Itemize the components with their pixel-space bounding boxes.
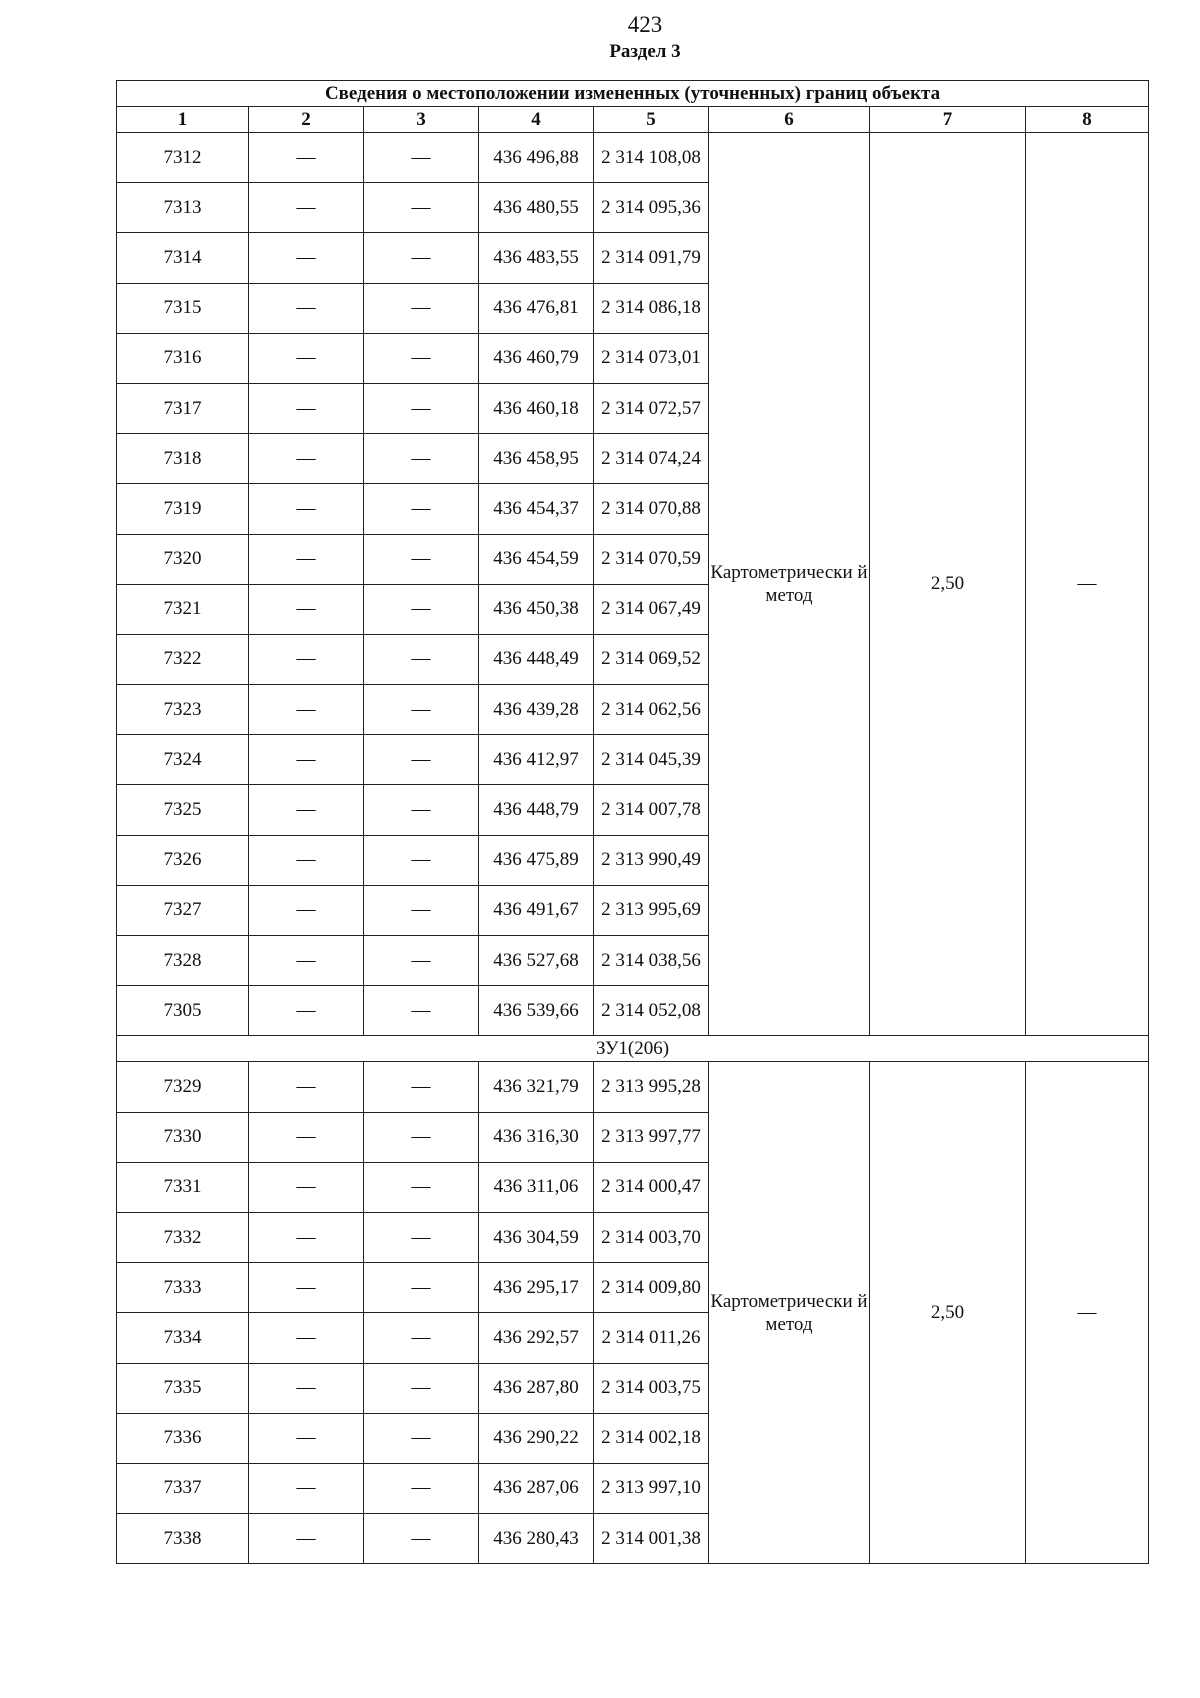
col2-cell: —	[249, 1413, 364, 1463]
col2-cell: —	[249, 383, 364, 433]
y-coordinate-cell: 2 313 997,77	[594, 1112, 709, 1162]
point-number-cell: 7328	[117, 936, 249, 986]
y-coordinate-cell: 2 314 073,01	[594, 333, 709, 383]
col3-cell: —	[364, 434, 479, 484]
method-cell: Картометрически й метод	[709, 133, 870, 1036]
y-coordinate-cell: 2 314 052,08	[594, 986, 709, 1036]
col3-cell: —	[364, 735, 479, 785]
method-cell: Картометрически й метод	[709, 1062, 870, 1564]
point-number-cell: 7334	[117, 1313, 249, 1363]
col2-cell: —	[249, 434, 364, 484]
x-coordinate-cell: 436 280,43	[479, 1514, 594, 1564]
col2-cell: —	[249, 1112, 364, 1162]
y-coordinate-cell: 2 314 002,18	[594, 1413, 709, 1463]
x-coordinate-cell: 436 527,68	[479, 936, 594, 986]
x-coordinate-cell: 436 321,79	[479, 1062, 594, 1112]
x-coordinate-cell: 436 475,89	[479, 835, 594, 885]
point-number-cell: 7323	[117, 685, 249, 735]
y-coordinate-cell: 2 313 990,49	[594, 835, 709, 885]
accuracy-cell: 2,50	[870, 1062, 1026, 1564]
y-coordinate-cell: 2 313 995,28	[594, 1062, 709, 1112]
col2-cell: —	[249, 1463, 364, 1513]
table-row	[117, 133, 1149, 183]
y-coordinate-cell: 2 314 003,70	[594, 1212, 709, 1262]
col2-cell: —	[249, 1212, 364, 1262]
boundary-table	[116, 80, 1149, 1564]
point-number-cell: 7313	[117, 183, 249, 233]
point-number-cell: 7312	[117, 133, 249, 183]
x-coordinate-cell: 436 476,81	[479, 283, 594, 333]
y-coordinate-cell: 2 314 086,18	[594, 283, 709, 333]
x-coordinate-cell: 436 454,59	[479, 534, 594, 584]
y-coordinate-cell: 2 314 069,52	[594, 634, 709, 684]
column-number: 7	[870, 107, 1026, 133]
col2-cell: —	[249, 1162, 364, 1212]
group-label: ЗУ1(206)	[117, 1036, 1149, 1062]
col2-cell: —	[249, 1313, 364, 1363]
col3-cell: —	[364, 885, 479, 935]
point-number-cell: 7315	[117, 283, 249, 333]
section-title: Раздел 3	[609, 41, 681, 62]
y-coordinate-cell: 2 314 095,36	[594, 183, 709, 233]
group-label-row	[117, 1036, 1149, 1062]
col3-cell: —	[364, 835, 479, 885]
accuracy-cell: 2,50	[870, 133, 1026, 1036]
point-number-cell: 7337	[117, 1463, 249, 1513]
point-number-cell: 7326	[117, 835, 249, 885]
column-number: 1	[117, 107, 249, 133]
col2-cell: —	[249, 484, 364, 534]
col2-cell: —	[249, 183, 364, 233]
x-coordinate-cell: 436 295,17	[479, 1263, 594, 1313]
col2-cell: —	[249, 584, 364, 634]
point-number-cell: 7314	[117, 233, 249, 283]
y-coordinate-cell: 2 314 000,47	[594, 1162, 709, 1212]
col3-cell: —	[364, 534, 479, 584]
point-number-cell: 7324	[117, 735, 249, 785]
y-coordinate-cell: 2 314 070,59	[594, 534, 709, 584]
column-number: 5	[594, 107, 709, 133]
col2-cell: —	[249, 283, 364, 333]
point-number-cell: 7331	[117, 1162, 249, 1212]
col3-cell: —	[364, 233, 479, 283]
x-coordinate-cell: 436 448,79	[479, 785, 594, 835]
col2-cell: —	[249, 1263, 364, 1313]
col3-cell: —	[364, 634, 479, 684]
y-coordinate-cell: 2 314 009,80	[594, 1263, 709, 1313]
x-coordinate-cell: 436 287,06	[479, 1463, 594, 1513]
col3-cell: —	[364, 1212, 479, 1262]
col8-cell: —	[1026, 133, 1149, 1036]
col3-cell: —	[364, 1062, 479, 1112]
x-coordinate-cell: 436 290,22	[479, 1413, 594, 1463]
col3-cell: —	[364, 484, 479, 534]
y-coordinate-cell: 2 314 091,79	[594, 233, 709, 283]
point-number-cell: 7322	[117, 634, 249, 684]
col2-cell: —	[249, 785, 364, 835]
column-number: 2	[249, 107, 364, 133]
y-coordinate-cell: 2 313 995,69	[594, 885, 709, 935]
col2-cell: —	[249, 1514, 364, 1564]
col3-cell: —	[364, 1413, 479, 1463]
col3-cell: —	[364, 1463, 479, 1513]
x-coordinate-cell: 436 483,55	[479, 233, 594, 283]
x-coordinate-cell: 436 448,49	[479, 634, 594, 684]
column-number: 6	[709, 107, 870, 133]
x-coordinate-cell: 436 454,37	[479, 484, 594, 534]
col3-cell: —	[364, 1162, 479, 1212]
y-coordinate-cell: 2 314 108,08	[594, 133, 709, 183]
table-row	[117, 1062, 1149, 1112]
y-coordinate-cell: 2 314 067,49	[594, 584, 709, 634]
point-number-cell: 7318	[117, 434, 249, 484]
col2-cell: —	[249, 885, 364, 935]
col2-cell: —	[249, 685, 364, 735]
x-coordinate-cell: 436 496,88	[479, 133, 594, 183]
x-coordinate-cell: 436 316,30	[479, 1112, 594, 1162]
col3-cell: —	[364, 133, 479, 183]
col3-cell: —	[364, 1112, 479, 1162]
col3-cell: —	[364, 333, 479, 383]
col3-cell: —	[364, 986, 479, 1036]
x-coordinate-cell: 436 480,55	[479, 183, 594, 233]
point-number-cell: 7305	[117, 986, 249, 1036]
col2-cell: —	[249, 233, 364, 283]
point-number-cell: 7330	[117, 1112, 249, 1162]
y-coordinate-cell: 2 314 001,38	[594, 1514, 709, 1564]
y-coordinate-cell: 2 314 070,88	[594, 484, 709, 534]
y-coordinate-cell: 2 314 074,24	[594, 434, 709, 484]
col3-cell: —	[364, 1263, 479, 1313]
x-coordinate-cell: 436 539,66	[479, 986, 594, 1036]
x-coordinate-cell: 436 412,97	[479, 735, 594, 785]
point-number-cell: 7338	[117, 1514, 249, 1564]
y-coordinate-cell: 2 314 072,57	[594, 383, 709, 433]
col3-cell: —	[364, 1514, 479, 1564]
point-number-cell: 7332	[117, 1212, 249, 1262]
col3-cell: —	[364, 383, 479, 433]
col2-cell: —	[249, 735, 364, 785]
point-number-cell: 7321	[117, 584, 249, 634]
col2-cell: —	[249, 835, 364, 885]
point-number-cell: 7320	[117, 534, 249, 584]
y-coordinate-cell: 2 313 997,10	[594, 1463, 709, 1513]
col2-cell: —	[249, 1363, 364, 1413]
table-body	[117, 133, 1149, 1564]
col3-cell: —	[364, 1313, 479, 1363]
x-coordinate-cell: 436 460,79	[479, 333, 594, 383]
point-number-cell: 7336	[117, 1413, 249, 1463]
x-coordinate-cell: 436 458,95	[479, 434, 594, 484]
x-coordinate-cell: 436 439,28	[479, 685, 594, 735]
x-coordinate-cell: 436 460,18	[479, 383, 594, 433]
y-coordinate-cell: 2 314 062,56	[594, 685, 709, 735]
col2-cell: —	[249, 333, 364, 383]
point-number-cell: 7329	[117, 1062, 249, 1112]
page-number: 423	[627, 12, 663, 37]
point-number-cell: 7325	[117, 785, 249, 835]
table-caption: Сведения о местоположении измененных (уточненных) границ объекта	[117, 81, 1149, 107]
col2-cell: —	[249, 986, 364, 1036]
col3-cell: —	[364, 584, 479, 634]
col2-cell: —	[249, 936, 364, 986]
col3-cell: —	[364, 685, 479, 735]
y-coordinate-cell: 2 314 003,75	[594, 1363, 709, 1413]
x-coordinate-cell: 436 450,38	[479, 584, 594, 634]
y-coordinate-cell: 2 314 045,39	[594, 735, 709, 785]
col2-cell: —	[249, 133, 364, 183]
col8-cell: —	[1026, 1062, 1149, 1564]
column-number: 8	[1026, 107, 1149, 133]
point-number-cell: 7327	[117, 885, 249, 935]
y-coordinate-cell: 2 314 038,56	[594, 936, 709, 986]
x-coordinate-cell: 436 304,59	[479, 1212, 594, 1262]
point-number-cell: 7316	[117, 333, 249, 383]
x-coordinate-cell: 436 491,67	[479, 885, 594, 935]
column-number: 3	[364, 107, 479, 133]
col3-cell: —	[364, 183, 479, 233]
x-coordinate-cell: 436 292,57	[479, 1313, 594, 1363]
col3-cell: —	[364, 785, 479, 835]
x-coordinate-cell: 436 287,80	[479, 1363, 594, 1413]
column-number: 4	[479, 107, 594, 133]
point-number-cell: 7317	[117, 383, 249, 433]
y-coordinate-cell: 2 314 011,26	[594, 1313, 709, 1363]
point-number-cell: 7333	[117, 1263, 249, 1313]
col3-cell: —	[364, 1363, 479, 1413]
col3-cell: —	[364, 283, 479, 333]
point-number-cell: 7335	[117, 1363, 249, 1413]
col2-cell: —	[249, 1062, 364, 1112]
point-number-cell: 7319	[117, 484, 249, 534]
x-coordinate-cell: 436 311,06	[479, 1162, 594, 1212]
column-number-row	[117, 107, 1149, 133]
col3-cell: —	[364, 936, 479, 986]
col2-cell: —	[249, 634, 364, 684]
y-coordinate-cell: 2 314 007,78	[594, 785, 709, 835]
col2-cell: —	[249, 534, 364, 584]
